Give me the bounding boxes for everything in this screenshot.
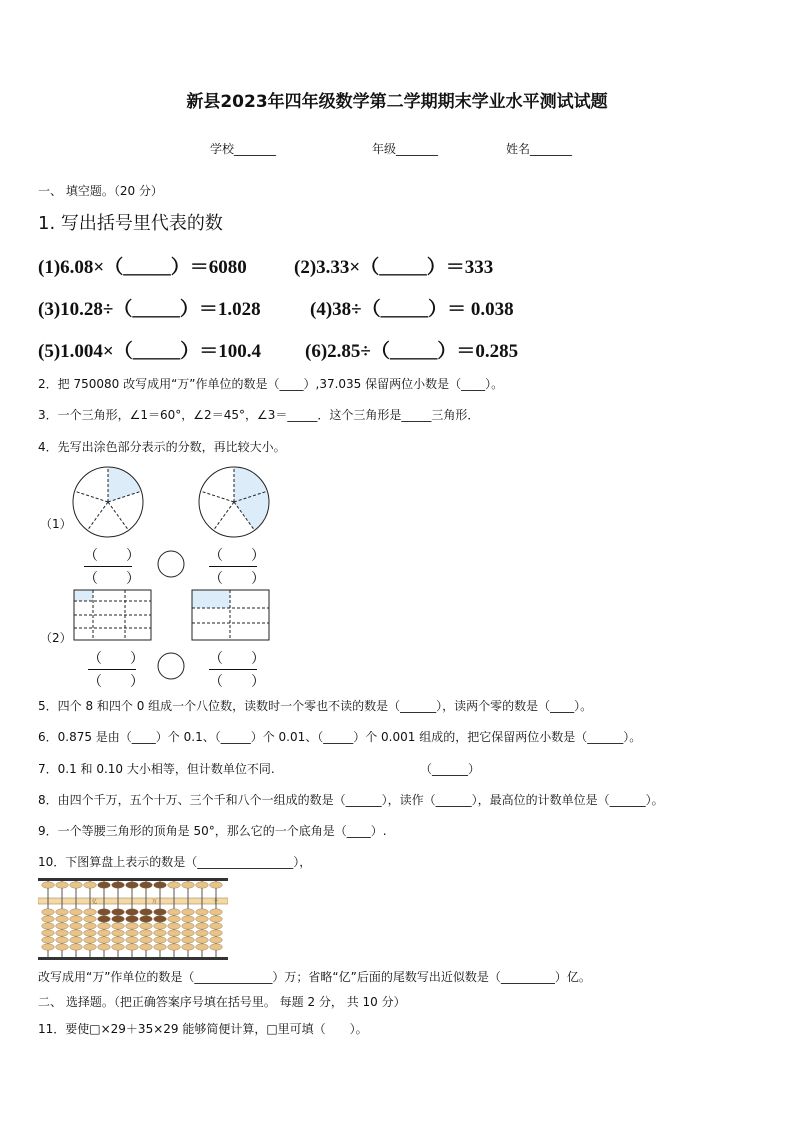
abacus-bead [42,923,55,929]
abacus-bead [182,909,195,915]
q1-heading: 1. 写出括号里代表的数 [38,213,223,234]
abacus-bead [42,882,55,888]
abacus-bead [140,882,153,888]
abacus-bead [140,944,153,950]
rect-right-figure [192,590,269,640]
q3-text: 3．一个三角形，∠1＝60°，∠2＝45°，∠3＝_____．这个三角形是_____三角形． [38,408,480,422]
abacus-bead [210,882,223,888]
abacus-bead [42,909,55,915]
abacus-bead [84,944,97,950]
abacus-bead [112,909,125,915]
abacus-bead [98,882,111,888]
abacus-bead [56,909,69,915]
abacus-bead [70,923,83,929]
abacus-bead [154,916,167,922]
abacus-bead [210,930,223,936]
section1-heading: 一、 填空题。（20 分） [38,184,163,198]
abacus-bead [196,937,209,943]
abacus-bead [140,923,153,929]
abacus-bead [182,923,195,929]
abacus-bead [56,882,69,888]
abacus-bead [42,944,55,950]
abacus-label-ge: 个 [213,899,219,905]
abacus-bead [126,937,139,943]
section2-heading: 二、 选择题。（把正确答案序号填在括号里。 每题 2 分， 共 10 分） [38,995,406,1009]
abacus-bead [112,944,125,950]
abacus-bead [70,916,83,922]
q10-line2: 改写成用“万”作单位的数是（_____________）万；省略“亿”后面的尾数写出近似数是（_________）亿。 [38,970,591,984]
abacus-bead [112,923,125,929]
rect-left-figure [74,590,151,640]
q1-item: (5)1.004×（_____）＝100.4 [38,341,261,362]
abacus-bead [168,916,181,922]
q1-item: (1)6.08×（_____）＝6080 [38,257,247,278]
abacus-bead [182,882,195,888]
abacus-bead [112,916,125,922]
q1-item: (4)38÷（_____）＝ 0.038 [310,299,514,320]
abacus-bead [84,882,97,888]
abacus-bead [140,930,153,936]
abacus-bead [98,944,111,950]
abacus-bead [70,882,83,888]
abacus-bead [168,923,181,929]
abacus-bead [98,909,111,915]
abacus-bead [168,882,181,888]
abacus-bead [84,916,97,922]
abacus-bead [182,944,195,950]
abacus-bead [98,930,111,936]
abacus-bead [126,909,139,915]
name-field: 姓名_______ [506,142,573,156]
abacus-bead [84,923,97,929]
q9-text: 9．一个等腰三角形的顶角是 50°，那么它的一个底角是（____）. [38,824,387,838]
q1-item: (6)2.85÷（_____）＝0.285 [305,341,519,362]
q5-text: 5．四个 8 和四个 0 组成一个八位数，读数时一个零也不读的数是（______），读两个零的数是（____）。 [38,699,593,713]
abacus-figure [38,876,228,962]
abacus-bead [70,909,83,915]
q2-text: 2．把 750080 改写成用“万”作单位的数是（____）,37.035 保留两位小数是（____）。 [38,377,504,391]
abacus-bead [154,937,167,943]
abacus-bead [168,944,181,950]
abacus-bead [112,882,125,888]
abacus-bead [126,930,139,936]
abacus-bead [98,923,111,929]
abacus-bead [168,909,181,915]
abacus-bead [196,944,209,950]
abacus-bead [210,923,223,929]
abacus-bead [42,937,55,943]
q8-text: 8．由四个千万，五个十万、三个千和八个一组成的数是（______），读作（______），最高位的计数单位是（______）。 [38,793,664,807]
q4-text: 4．先写出涂色部分表示的分数，再比较大小。 [38,440,286,454]
q1-item: (3)10.28÷（_____）＝1.028 [38,299,261,320]
abacus-bead [112,937,125,943]
abacus-bead [42,930,55,936]
abacus-bead [84,909,97,915]
abacus-bead [140,916,153,922]
abacus-bead [210,944,223,950]
abacus-bead [140,909,153,915]
abacus-bead [56,930,69,936]
abacus-bead [84,930,97,936]
abacus-bead [168,937,181,943]
rect-right-shaded-cell [192,590,230,608]
abacus-bead [56,916,69,922]
compare-circle-2 [158,653,184,679]
abacus-bead [154,909,167,915]
abacus-bead [154,944,167,950]
abacus-bead [182,916,195,922]
abacus-bead [196,923,209,929]
abacus-bead [126,882,139,888]
abacus-bead [210,909,223,915]
abacus-bead [42,916,55,922]
grade-field: 年级_______ [372,142,439,156]
compare-circle-1 [158,551,184,577]
abacus-bead [126,923,139,929]
q4-label-2: （2） [40,631,72,645]
fraction-blank[interactable]: （ ） （ ） [209,545,257,588]
abacus-bead [154,882,167,888]
abacus-bead [126,916,139,922]
abacus-bead [84,937,97,943]
abacus-bead [98,916,111,922]
fraction-blank[interactable]: （ ） （ ） [209,648,257,691]
abacus-bead [70,944,83,950]
fraction-blank[interactable]: （ ） （ ） [84,545,132,588]
abacus-bead [154,930,167,936]
school-field: 学校_______ [210,142,277,156]
abacus-bead [196,909,209,915]
abacus-bead [140,937,153,943]
abacus-bead [56,923,69,929]
q7-blank[interactable]: （______） [420,762,481,776]
abacus-bead [70,937,83,943]
abacus-bead [182,930,195,936]
abacus-bead [196,916,209,922]
circle-left-figure [73,467,143,537]
q11-text: 11．要使□×29＋35×29 能够简便计算，□里可填（ ）。 [38,1022,368,1036]
abacus-bead [210,937,223,943]
abacus-bead [168,930,181,936]
q10-text: 10．下图算盘上表示的数是（________________）， [38,855,312,869]
abacus-label-wan: 万 [152,899,158,905]
abacus-bead [70,930,83,936]
abacus-label-yi: 亿 [92,899,98,905]
abacus-bead [210,916,223,922]
fraction-blank[interactable]: （ ） （ ） [88,648,136,691]
q7-text: 7．0.1 和 0.10 大小相等，但计数单位不同. [38,762,275,776]
abacus-bead [56,944,69,950]
abacus-bead [182,937,195,943]
page-title: 新县2023年四年级数学第二学期期末学业水平测试试题 [186,92,608,112]
q4-label-1: （1） [40,517,72,531]
abacus-bead [98,937,111,943]
q1-item: (2)3.33×（_____）＝333 [294,257,494,278]
abacus-beam [38,898,228,904]
abacus-bead [126,944,139,950]
abacus-bead [56,937,69,943]
abacus-bead [112,930,125,936]
circle-right-figure [199,467,269,537]
abacus-bead [196,930,209,936]
abacus-bead [154,923,167,929]
q6-text: 6．0.875 是由（____）个 0.1、（_____）个 0.01、（_____）个 0.001 组成的，把它保留两位小数是（______）。 [38,730,642,744]
rect-left-shaded-cell [74,590,93,601]
abacus-bead [196,882,209,888]
